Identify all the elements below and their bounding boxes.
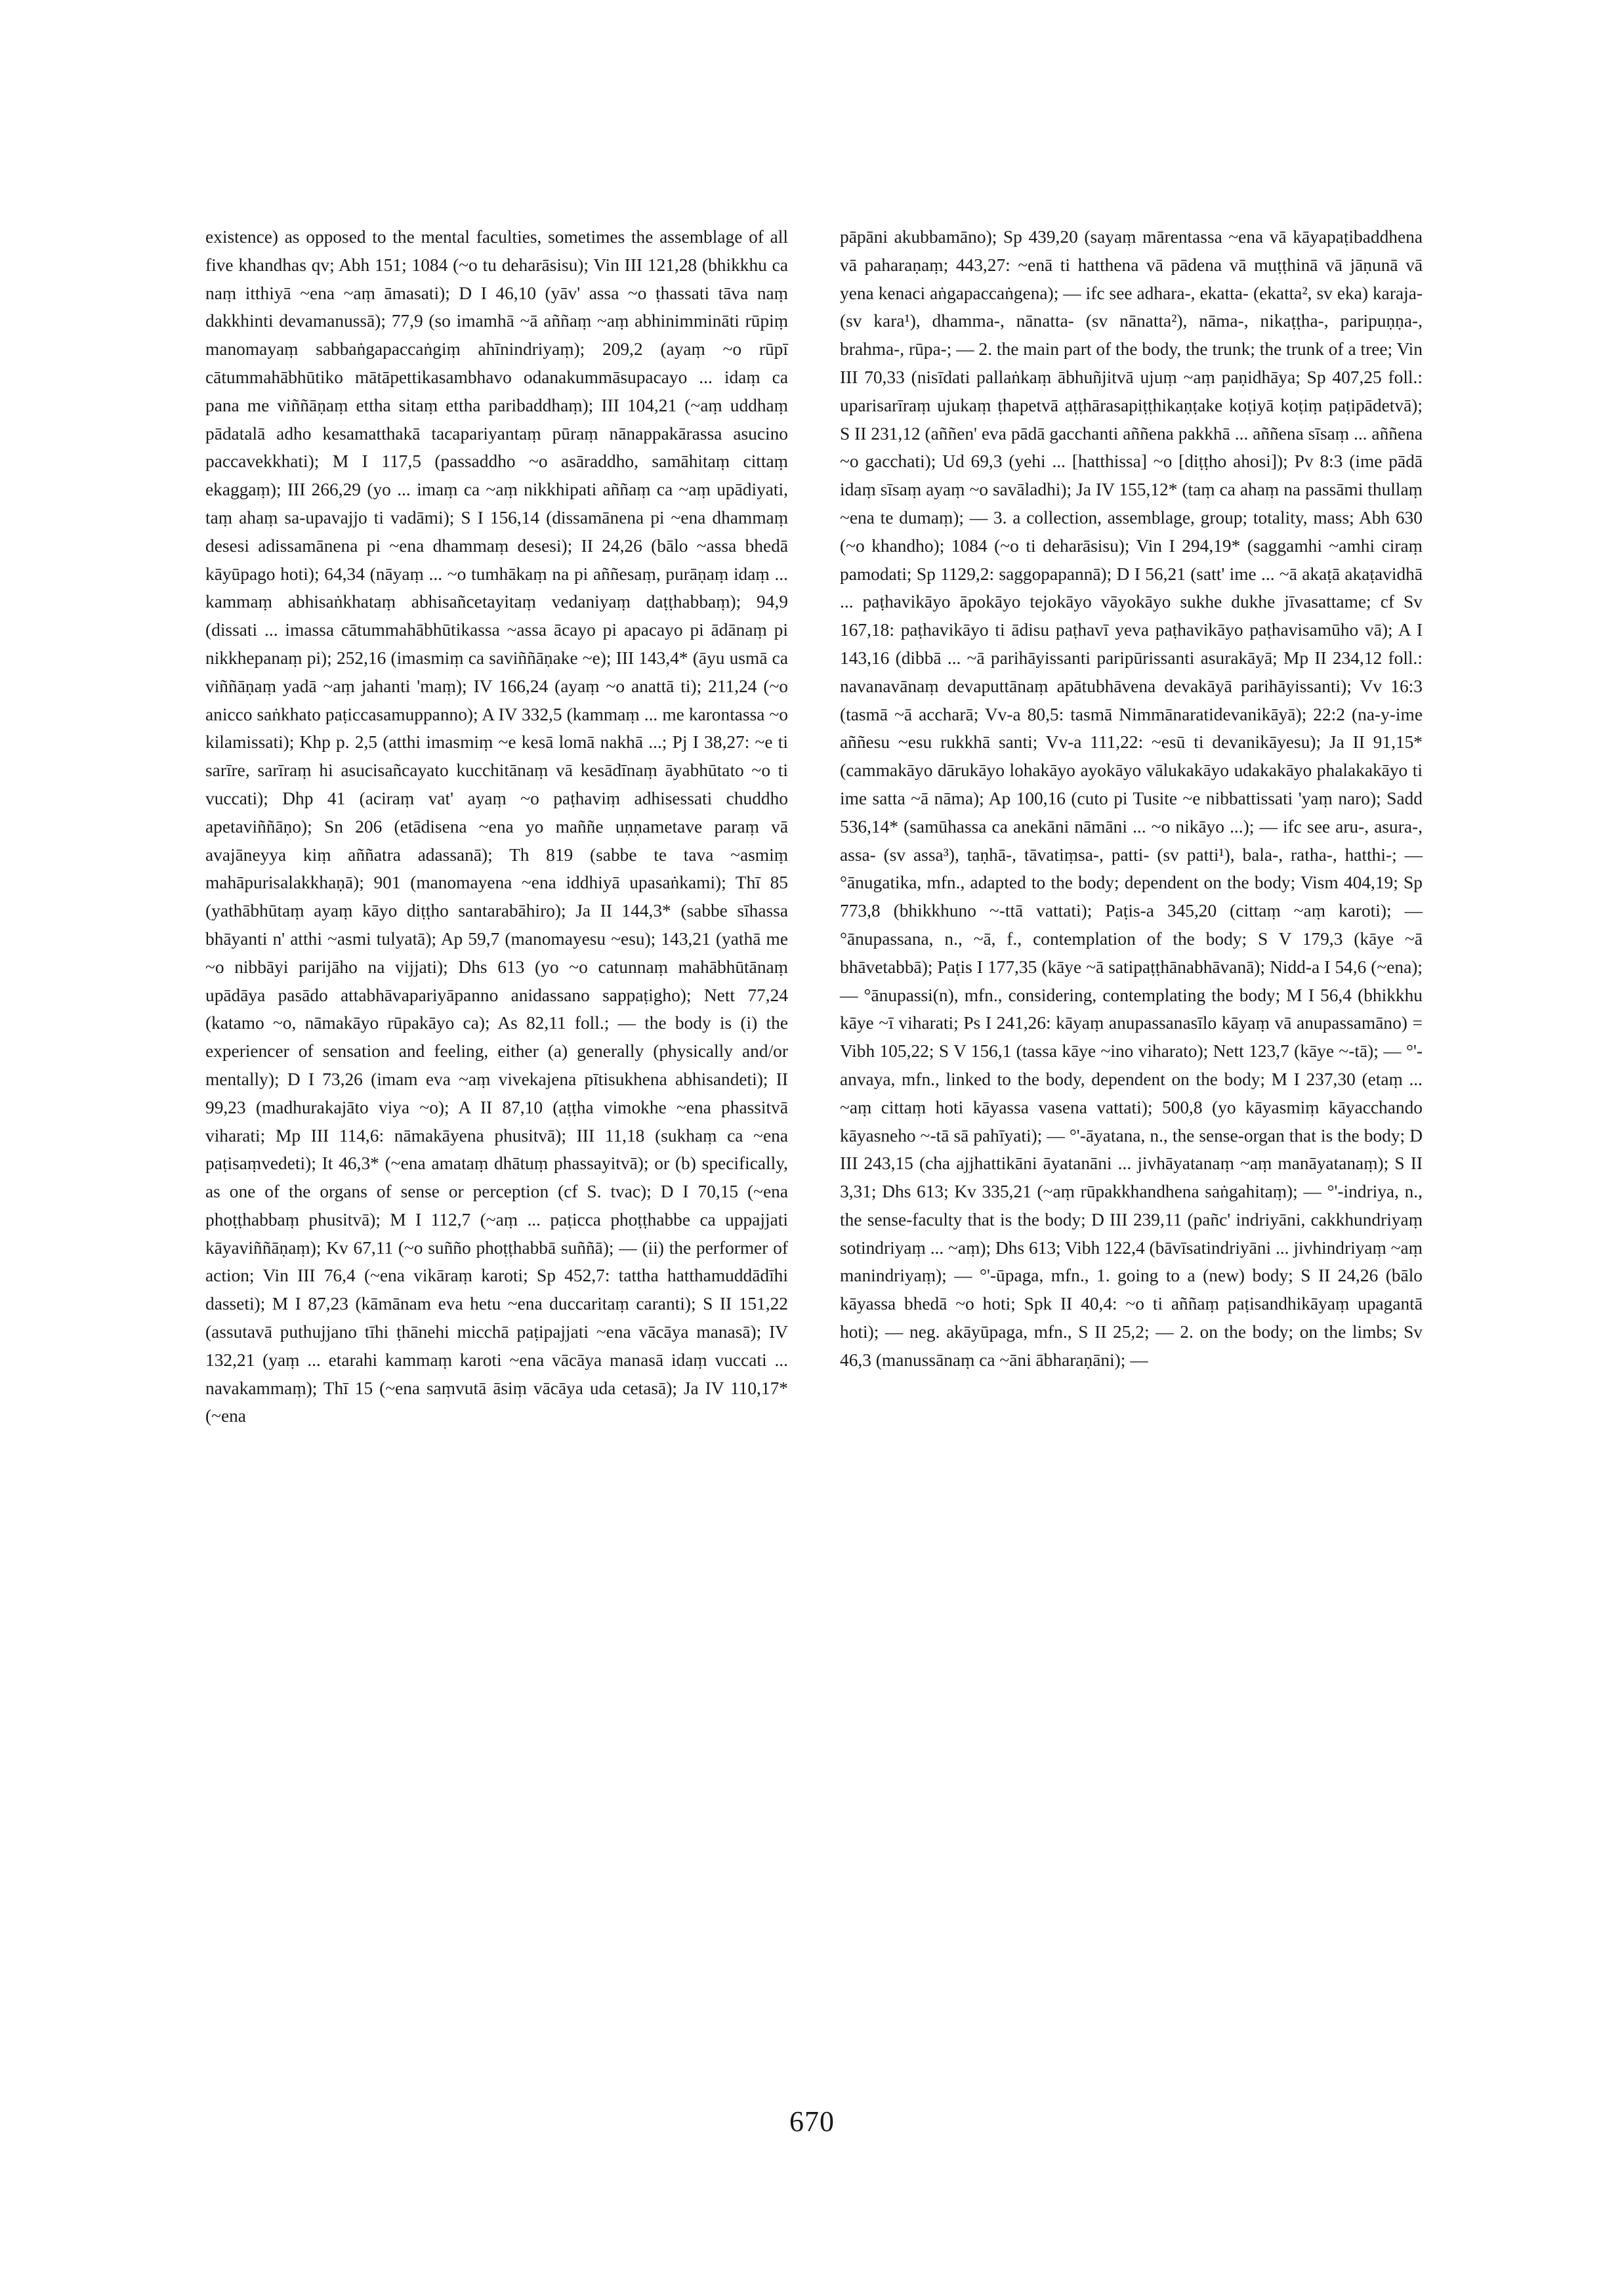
left-column bbox=[205, 223, 788, 1430]
right-column-text: pāpāni akubbamāno); Sp 439,20 (sayaṃ mārentassa ~ena vā kāyapaṭibaddhena vā paharaṇaṃ; 443,27: ~enā ti hatthena vā pādena vā muṭṭhinā vā jāṇunā vā yena kenaci aṅgapaccaṅgena); — ifc see adhara-, ekatta- (ekatta², sv eka) karaja- (sv kara¹), dhamma-, nānatta- (sv nānatta²), nāma-, nikaṭṭha-, paripuṇṇa-, brahma-, rūpa-; — 2. the main part of the body, the trunk; the trunk of a tree; Vin III 70,33 (nisīdati pallaṅkaṃ ābhuñjitvā ujuṃ ~aṃ paṇidhāya; Sp 407,25 foll.: uparisarīraṃ ujukaṃ ṭhapetvā aṭṭhārasapiṭṭhikaṇṭake koṭiyā koṭiṃ paṭipādetvā); S II 231,12 (aññen' eva pādā gacchanti aññena pakkhā ... aññena sīsaṃ ... aññena ~o gacchati); Ud 69,3 (yehi ... [hatthissa] ~o [diṭṭho ahosi]); Pv 8:3 (ime pādā idaṃ sīsaṃ ayaṃ ~o savāladhi); Ja IV 155,12* (taṃ ca ahaṃ na passāmi thullaṃ ~ena te dumaṃ); — 3. a collection, assemblage, group; totality, mass; Abh 630 (~o khandho); 1084 (~o ti deharāsisu); Vin I 294,19* (saggamhi ~amhi ciraṃ pamodati; Sp 1129,2: saggopapannā); D I 56,21 (satt' ime ... ~ā akaṭā akaṭavidhā ... paṭhavikāyo āpokāyo tejokāyo vāyokāyo sukhe dukhe jīvasattame; cf Sv 167,18: paṭhavikāyo ti ādisu paṭhavī yeva paṭhavikāyo paṭhavisamūho vā); A I 143,16 (dibbā ... ~ā parihāyissanti paripūrissanti asurakāyā; Mp II 234,12 foll.: navanavānaṃ devaputtānaṃ apātubhāvena devakāyā parihāyissanti); Vv 16:3 (tasmā ~ā accharā; Vv-a 80,5: tasmā Nimmānaratidevanikāyā); 22:2 (na-y-ime aññesu ~esu rukkhā santi; Vv-a 111,22: ~esū ti devanikāyesu); Ja II 91,15* (cammakāyo dārukāyo lohakāyo ayokāyo vālukakāyo udakakāyo phalakakāyo ti ime satta ~ā nāma); Ap 100,16 (cuto pi Tusite ~e nibbattissati 'yaṃ naro); Sadd 536,14* (samūhassa ca anekāni nāmāni ... ~o nikāyo ...); — ifc see aru-, asura-, assa- (sv assa³), taṇhā-, tāvatiṃsa-, patti- (sv patti¹), bala-, ratha-, hatthi-; — °ānugatika, mfn., adapted to the body; dependent on the body; Vism 404,19; Sp 773,8 (bhikkhuno ~-ttā vattati); Paṭis-a 345,20 (cittaṃ ~aṃ karoti); — °ānupassana, n., ~ā, f., contemplation of the body; S V 179,3 (kāye ~ā bhāvetabbā); Paṭis I 177,35 (kāye ~ā satipaṭṭhānabhāvanā); Nidd-a I 54,6 (~ena); — °ānupassi(n), mfn., considering, contemplating the body; M I 56,4 (bhikkhu kāye ~ī viharati; Ps I 241,26: kāyaṃ anupassanasīlo kāyaṃ vā anupassamāno) = Vibh 105,22; S V 156,1 (tassa kāye ~ino viharato); Nett 123,7 (kāye ~-tā); — °'-anvaya, mfn., linked to the body, dependent on the body; M I 237,30 (etaṃ ... ~aṃ cittaṃ hoti kāyassa vasena vattati); 500,8 (yo kāyasmiṃ kāyacchando kāyasneho ~-tā sā pahīyati); — °'-āyatana, n., the sense-organ that is the body; D III 243,15 (cha ajjhattikāni āyatanāni ... jivhāyatanaṃ ~aṃ manāyatanaṃ); S II 3,31; Dhs 613; Kv 335,21 (~aṃ rūpakkhandhena saṅgahitaṃ); — °'-indriya, n., the sense-faculty that is the body; D III 239,11 (pañc' indriyāni, cakkhundriyaṃ sotindriyaṃ ... ~aṃ); Dhs 613; Vibh 122,4 (bāvīsatindriyāni ... jivhindriyaṃ ~aṃ manindriyaṃ); — °'-ūpaga, mfn., 1. going to a (new) body; S II 24,26 (bālo kāyassa bhedā ~o hoti; Spk II 40,4: ~o ti aññaṃ paṭisandhikāyaṃ upagantā hoti); — neg. akāyūpaga, mfn., S II 25,2; — 2. on the body; on the limbs; Sv 46,3 (manussānaṃ ca ~āni ābharaṇāni); — bbox=[840, 227, 1423, 1370]
right-column bbox=[840, 223, 1423, 1375]
page-number: 670 bbox=[789, 2105, 835, 2138]
left-column-text: existence) as opposed to the mental faculties, sometimes the assemblage of all five khandhas qv; Abh 151; 1084 (~o tu deharāsisu); Vin III 121,28 (bhikkhu ca naṃ itthiyā ~ena ~aṃ āmasati); D I 46,10 (yāv' assa ~o ṭhassati tāva naṃ dakkhinti devamanussā); 77,9 (so imamhā ~ā aññaṃ ~aṃ abhinimmināti rūpiṃ manomayaṃ sabbaṅgapaccaṅgiṃ ahīnindriyaṃ); 209,2 (ayaṃ ~o rūpī cātummahābhūtiko mātāpettikasambhavo odanakummāsupacayo ... idaṃ ca pana me viññāṇaṃ ettha sitaṃ ettha paribaddhaṃ); III 104,21 (~aṃ uddhaṃ pādatalā adho kesamatthakā tacapariyantaṃ pūraṃ nānappakārassa asucino paccavekkhati); M I 117,5 (passaddho ~o asāraddho, samāhitaṃ cittaṃ ekaggaṃ); III 266,29 (yo ... imaṃ ca ~aṃ nikkhipati aññaṃ ca ~aṃ upādiyati, taṃ ahaṃ sa-upavajjo ti vadāmi); S I 156,14 (dissamānena pi ~ena dhammaṃ desesi adissamānena pi ~ena dhammaṃ desesi); II 24,26 (bālo ~assa bhedā kāyūpago hoti); 64,34 (nāyaṃ ... ~o tumhākaṃ na pi aññesaṃ, purāṇaṃ idaṃ ... kammaṃ abhisaṅkhataṃ abhisañcetayitaṃ vedaniyaṃ daṭṭhabbaṃ); 94,9 (dissati ... imassa cātummahābhūtikassa ~assa ācayo pi apacayo pi ādānaṃ pi nikkhepanaṃ pi); 252,16 (imasmiṃ ca saviññāṇake ~e); III 143,4* (āyu usmā ca viññāṇaṃ yadā ~aṃ jahanti 'maṃ); IV 166,24 (ayaṃ ~o anattā ti); 211,24 (~o anicco saṅkhato paṭiccasamuppanno); A IV 332,5 (kammaṃ ... me karontassa ~o kilamissati); Khp p. 2,5 (atthi imasmiṃ ~e kesā lomā nakhā ...; Pj I 38,27: ~e ti sarīre, sarīraṃ hi asucisañcayato kucchitānaṃ vā kesādīnaṃ āyabhūtato ~o ti vuccati); Dhp 41 (aciraṃ vat' ayaṃ ~o paṭhaviṃ adhisessati chuddho apetaviññāṇo); Sn 206 (etādisena ~ena yo maññe uṇṇametave paraṃ vā avajāneyya kiṃ aññatra adassanā); Th 819 (sabbe te tava ~asmiṃ mahāpurisalakkhaṇā); 901 (manomayena ~ena iddhiyā upasaṅkami); Thī 85 (yathābhūtaṃ ayaṃ kāyo diṭṭho santarabāhiro); Ja II 144,3* (sabbe sīhassa bhāyanti n' atthi ~asmi tulyatā); Ap 59,7 (manomayesu ~esu); 143,21 (yathā me ~o nibbāyi parijāho na vijjati); Dhs 613 (yo ~o catunnaṃ mahābhūtānaṃ upādāya pasādo attabhāvapariyāpanno anidassano sappaṭigho); Nett 77,24 (katamo ~o, nāmakāyo rūpakāyo ca); As 82,11 foll.; — the body is (i) the experiencer of sensation and feeling, either (a) generally (physically and/or mentally); D I 73,26 (imam eva ~aṃ vivekajena pītisukhena abhisandeti); II 99,23 (madhurakajāto viya ~o); A II 87,10 (aṭṭha vimokhe ~ena phassitvā viharati; Mp III 114,6: nāmakāyena phusitvā); III 11,18 (sukhaṃ ca ~ena paṭisaṃvedeti); It 46,3* (~ena amataṃ dhātuṃ phassayitvā); or (b) specifically, as one of the organs of sense or perception (cf S. tvac); D I 70,15 (~ena phoṭṭhabbaṃ phusitvā); M I 112,7 (~aṃ ... paṭicca phoṭṭhabbe ca uppajjati kāyaviññāṇaṃ); Kv 67,11 (~o suñño phoṭṭhabbā suññā); — (ii) the performer of action; Vin III 76,4 (~ena vikāraṃ karoti; Sp 452,7: tattha hatthamuddādīhi dasseti); M I 87,23 (kāmānam eva hetu ~ena duccaritaṃ caranti); S II 151,22 (assutavā puthujjano tīhi ṭhānehi micchā paṭipajjati ~ena vācāya manasā); IV 132,21 (yaṃ ... etarahi kammaṃ karoti ~ena vācāya manasā idaṃ vuccati ... navakammaṃ); Thī 15 (~ena saṃvutā āsiṃ vācāya uda cetasā); Ja IV 110,17* (~ena bbox=[205, 227, 788, 1426]
